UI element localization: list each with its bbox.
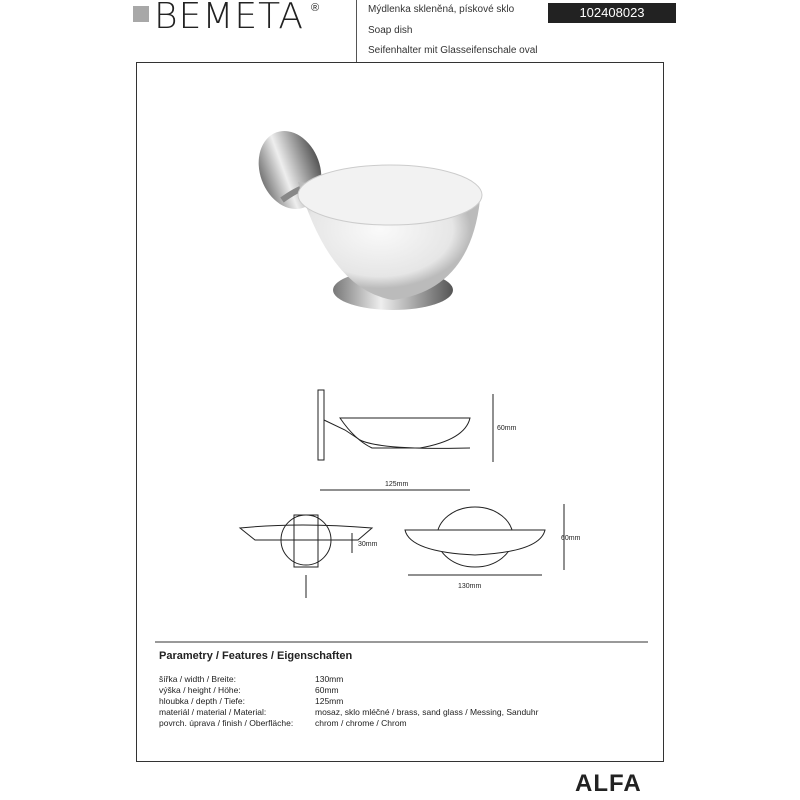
registered-mark: ®: [311, 2, 320, 14]
feature-value: chrom / chrome / Chrom: [315, 718, 407, 728]
series-name: ALFA: [575, 770, 642, 797]
product-photo: [248, 122, 482, 310]
feature-label: hloubka / depth / Tiefe:: [159, 696, 246, 706]
product-name-de: Seifenhalter mit Glasseifenschale oval: [368, 45, 538, 56]
dim-side-height: 60mm: [497, 425, 517, 432]
dim-side-depth: 125mm: [385, 481, 409, 488]
feature-label: výška / height / Höhe:: [159, 685, 241, 695]
front-view: [405, 504, 564, 575]
feature-value: 60mm: [315, 685, 339, 695]
feature-label: povrch. úprava / finish / Oberfläche:: [159, 718, 294, 728]
features-divider: [155, 641, 648, 643]
feature-value: mosaz, sklo mléčné / brass, sand glass / Messing, Sanduhr: [315, 707, 539, 717]
feature-label: materiál / material / Material:: [159, 707, 267, 717]
top-view: [240, 515, 372, 598]
features-title: Parametry / Features / Eigenschaften: [159, 650, 353, 662]
dim-front-height: 60mm: [561, 535, 581, 542]
product-name-cz: Mýdlenka skleněná, pískové sklo: [368, 4, 515, 15]
feature-value: 130mm: [315, 674, 344, 684]
brand-logo: BEMETA: [154, 0, 304, 37]
feature-value: 125mm: [315, 696, 344, 706]
side-view: [318, 390, 493, 490]
product-code: 102408023: [548, 3, 676, 23]
feature-label: šířka / width / Breite:: [159, 674, 236, 684]
dim-front-width: 130mm: [458, 583, 482, 590]
product-name-en: Soap dish: [368, 25, 413, 36]
dim-top-mount: 30mm: [358, 541, 378, 548]
